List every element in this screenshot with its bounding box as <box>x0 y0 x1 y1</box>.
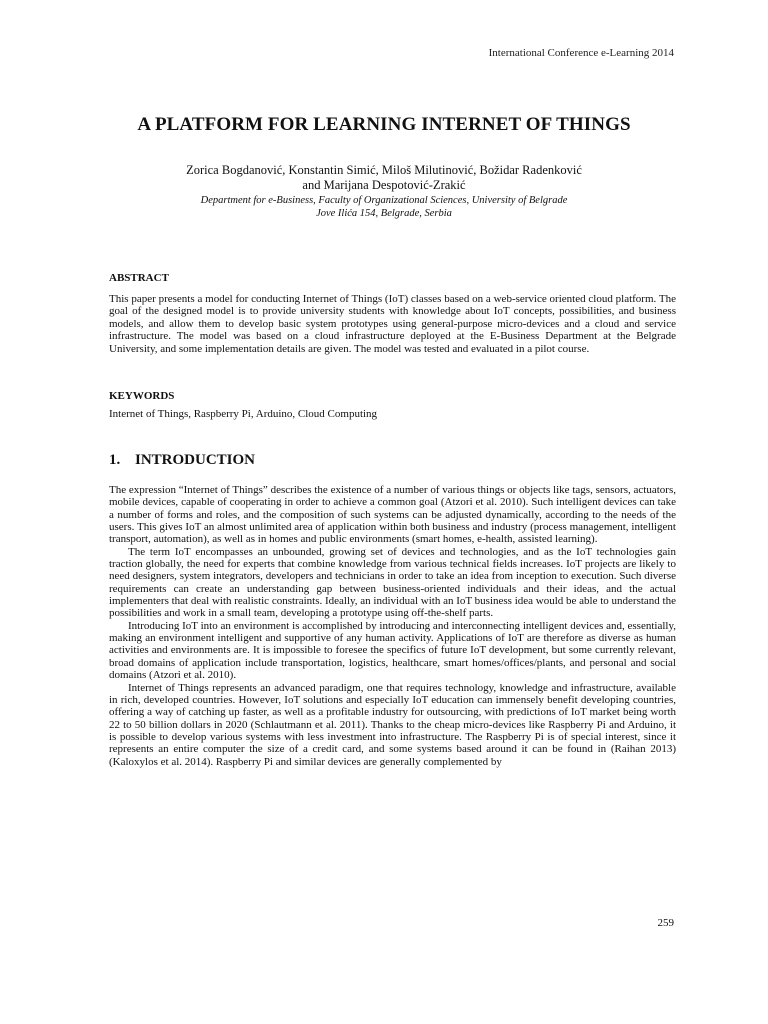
abstract-heading: ABSTRACT <box>109 272 169 284</box>
author-list <box>0 163 768 193</box>
keywords-text: Internet of Things, Raspberry Pi, Arduino, Cloud Computing <box>109 408 378 420</box>
section-number: 1. <box>109 452 121 468</box>
intro-paragraph-4: Internet of Things represents an advanced paradigm, one that requires technology, knowledge and infrastructure, available in rich, developed countries. However, IoT solutions and especially IoT education can immensely benefit developing countries, offering a way of catching up faster, as well as a profitable industry for outsourcing, with predictions of IoT market being worth 22 to 50 billion dollars in 2020 (Schlautmann et al. 2011). Thanks to the cheap micro-devices like Raspberry Pi and Arduino, it is possible to develop various systems with less investment into infrastructure. The Raspberry Pi is of special interest, since it represents an entire computer the size of a credit card, and some systems based around it can be found in (Raihan 2013)(Kaloxylos et al. 2014). Raspberry Pi and similar devices are generally complemented by <box>109 681 676 768</box>
section-heading-introduction <box>109 451 255 469</box>
intro-paragraph-1: The expression “Internet of Things” describes the existence of a number of various things or objects like tags, sensors, actuators, mobile devices, capable of cooperating in order to achieve a common goal (Atzori et al. 2010). Such intelligent devices can take a number of forms and roles, and the composition of such systems can be adjusted dynamically, according to the needs of the users. This gives IoT an almost unlimited area of application within both business and industry (process management, intelligent transport, automation), as well as in homes and public environments (smart homes, e-health, assisted learning). <box>109 484 676 546</box>
affiliation <box>0 195 768 220</box>
paper-title: A PLATFORM FOR LEARNING INTERNET OF THINGS <box>137 114 631 135</box>
intro-paragraph-3: Introducing IoT into an environment is accomplished by introducing and interconnecting intelligent devices and, essentially, making an environment intelligent and supportive of any human activity. Applications of IoT are therefore as diverse as human activities and environments are. It is impossible to foresee the specifics of future IoT development, but some currently relevant, broad domains of application include transportation, logistics, healthcare, smart homes/offices/plants, and personal and social domains (Atzori et al. 2010). <box>109 619 676 682</box>
author-line-2: and Marijana Despotović-Zrakić <box>302 178 466 192</box>
section-title: INTRODUCTION <box>135 452 256 468</box>
affiliation-line-2: Jove Ilića 154, Belgrade, Serbia <box>316 207 452 219</box>
affiliation-line-1: Department for e-Business, Faculty of Organizational Sciences, University of Belgrade <box>200 195 568 206</box>
running-head: International Conference e-Learning 2014 <box>488 47 674 59</box>
author-line-1: Zorica Bogdanović, Konstantin Simić, Miloš Milutinović, Božidar Radenković <box>186 163 582 177</box>
intro-paragraph-2: The term IoT encompasses an unbounded, growing set of devices and technologies, and as the IoT technologies gain traction globally, the need for experts that combine knowledge from various technical fields increases. IoT projects are likely to need designers, system integrators, developers and technicians in order to take an idea from inception to execution. Such diverse requirements can create an understanding gap between business-oriented individuals and their ideas, and the actual implementers that deal with realistic constraints. Ideally, an individual with an IoT business idea would be able to understand the possibilities and work in a small team, developing a prototype using off-the-shelf parts. <box>109 545 676 620</box>
keywords-heading: KEYWORDS <box>109 390 175 402</box>
page-number: 259 <box>657 917 674 929</box>
introduction-body <box>109 484 676 768</box>
abstract-text: This paper presents a model for conducting Internet of Things (IoT) classes based on a web-service oriented cloud platform. The goal of the designed model is to provide university students with knowledge about IoT concepts, possibilities, and business models, and allow them to develop basic system prototypes using general-purpose micro-devices and a cloud and service infrastructure. The model was based on a cloud infrastructure deployed at the E-Business Department at the Belgrade University, and some implementation details are given. The model was tested and evaluated in a pilot course. <box>109 293 676 355</box>
